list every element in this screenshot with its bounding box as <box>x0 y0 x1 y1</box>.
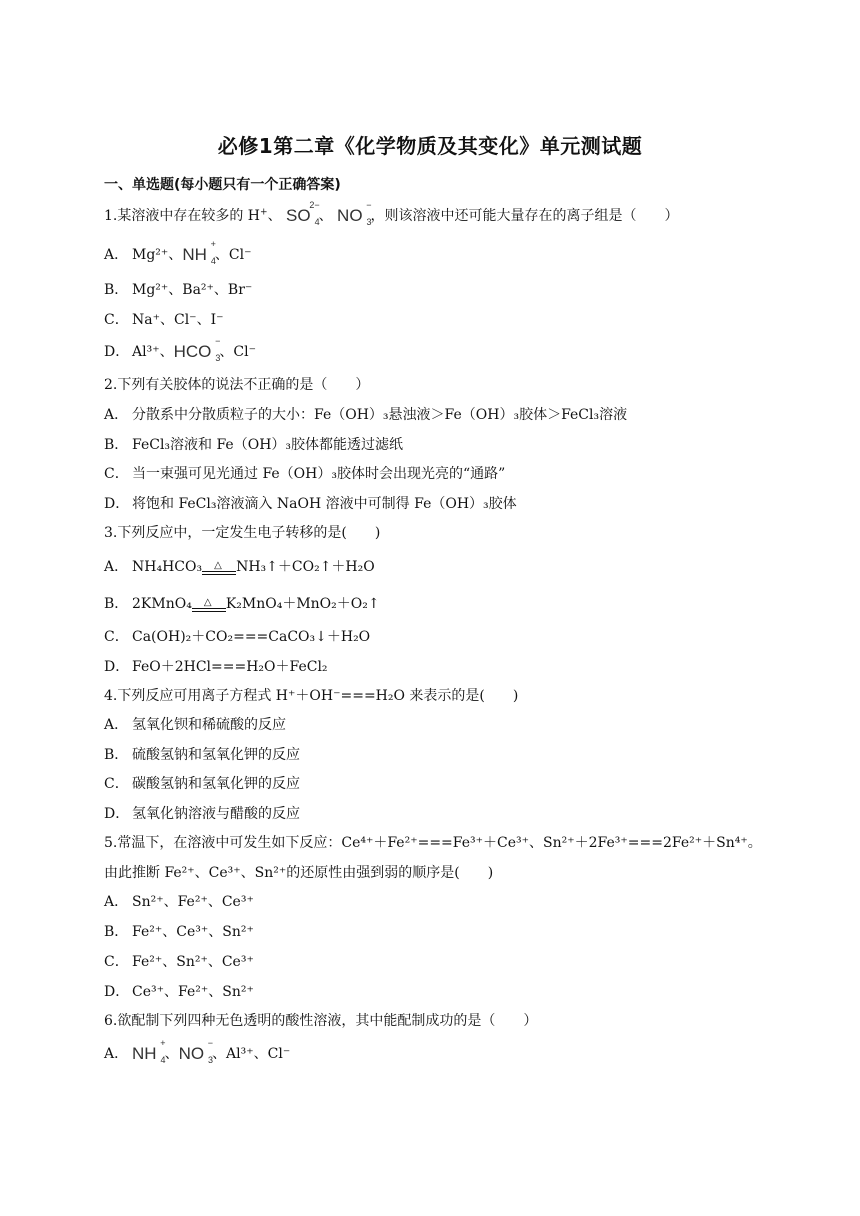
q3-option-c: C． Ca(OH)₂＋CO₂===CaCO₃↓＋H₂O <box>104 629 371 645</box>
q2-option-d: D． 将饱和 FeCl₃溶液滴入 NaOH 溶液中可制得 Fe（OH）₃胶体 <box>104 496 517 512</box>
question-3-stem: 3.下列反应中，一定发生电子转移的是( ) <box>104 525 381 541</box>
q1-option-d: D． Al³⁺、HCO − 3 、Cl⁻ <box>104 336 256 363</box>
q3-option-b: B． 2KMnO₄ △ K₂MnO₄＋MnO₂＋O₂↑ <box>104 596 380 612</box>
page-title: 必修1第二章《化学物质及其变化》单元测试题 <box>217 134 643 158</box>
q3-option-a: A． NH₄HCO₃ △ NH₃↑＋CO₂↑＋H₂O <box>104 559 375 575</box>
ion-sulfate: SO 2− 4 <box>286 200 320 227</box>
q3-option-d: D． FeO＋2HCl===H₂O＋FeCl₂ <box>104 659 328 675</box>
q2-option-c: C． 当一束强可见光通过 Fe（OH）₃胶体时会出现光亮的“通路” <box>104 466 506 482</box>
q5-option-c: C． Fe²⁺、Sn²⁺、Ce³⁺ <box>104 954 254 970</box>
question-1-stem: 1.某溶液中存在较多的 H+、 SO 2− 4 、 NO − 3 ，则该溶液中还可能大量存在的离子组是（ ） <box>104 200 679 227</box>
q4-option-b: B． 硫酸氢钠和氢氧化钾的反应 <box>104 747 300 763</box>
question-5-stem-line2: 由此推断 Fe²⁺、Ce³⁺、Sn²⁺的还原性由强到弱的顺序是( ) <box>104 865 494 881</box>
ion-bicarbonate: HCO − 3 <box>173 336 221 363</box>
q5-option-a: A． Sn²⁺、Fe²⁺、Ce³⁺ <box>104 894 254 910</box>
q1-hplus-charge: + <box>260 207 268 218</box>
section-heading: 一、单选题(每小题只有一个正确答案) <box>104 177 341 193</box>
question-4-stem: 4.下列反应可用离子方程式 H⁺＋OH⁻===H₂O 来表示的是( ) <box>104 688 519 704</box>
q1-stem-post: ，则该溶液中还可能大量存在的离子组是（ ） <box>370 208 679 224</box>
question-6-stem: 6.欲配制下列四种无色透明的酸性溶液，其中能配制成功的是（ ） <box>104 1013 538 1029</box>
q1-option-a: A． Mg²⁺、NH + 4 、Cl⁻ <box>104 239 252 266</box>
question-5-stem-line1: 5.常温下，在溶液中可发生如下反应：Ce⁴⁺＋Fe²⁺===Fe³⁺＋Ce³⁺、Sn²⁺＋2Fe³⁺===2Fe²⁺＋Sn⁴⁺。 <box>104 835 762 851</box>
ion-ammonium: NH + 4 <box>132 1038 166 1065</box>
q1-sep: 、 <box>267 208 282 224</box>
q1-stem-pre: 1.某溶液中存在较多的 H <box>104 208 261 224</box>
q5-option-d: D． Ce³⁺、Fe²⁺、Sn²⁺ <box>104 984 254 1000</box>
heat-equals-icon: △ <box>202 559 236 573</box>
q2-option-a: A． 分散系中分散质粒子的大小：Fe（OH）₃悬浊液＞Fe（OH）₃胶体＞FeCl₃溶液 <box>104 407 628 423</box>
q4-option-a: A． 氢氧化钡和稀硫酸的反应 <box>104 717 286 733</box>
q4-option-c: C． 碳酸氢钠和氢氧化钾的反应 <box>104 776 300 792</box>
ion-nitrate: NO − 3 <box>178 1038 214 1065</box>
heat-equals-icon: △ <box>192 596 226 610</box>
q6-option-a: A． NH + 4 、NO − 3 、Al³⁺、Cl⁻ <box>104 1038 291 1065</box>
q1-option-c: C． Na⁺、Cl⁻、I⁻ <box>104 312 224 328</box>
question-2-stem: 2.下列有关胶体的说法不正确的是（ ） <box>104 377 370 393</box>
q1-option-b: B． Mg²⁺、Ba²⁺、Br⁻ <box>104 282 253 298</box>
ion-ammonium: NH + 4 <box>182 239 216 266</box>
q4-option-d: D． 氢氧化钠溶液与醋酸的反应 <box>104 806 300 822</box>
q5-option-b: B． Fe²⁺、Ce³⁺、Sn²⁺ <box>104 924 254 940</box>
ion-nitrate: NO − 3 <box>337 200 372 227</box>
q2-option-b: B． FeCl₃溶液和 Fe（OH）₃胶体都能透过滤纸 <box>104 437 404 453</box>
